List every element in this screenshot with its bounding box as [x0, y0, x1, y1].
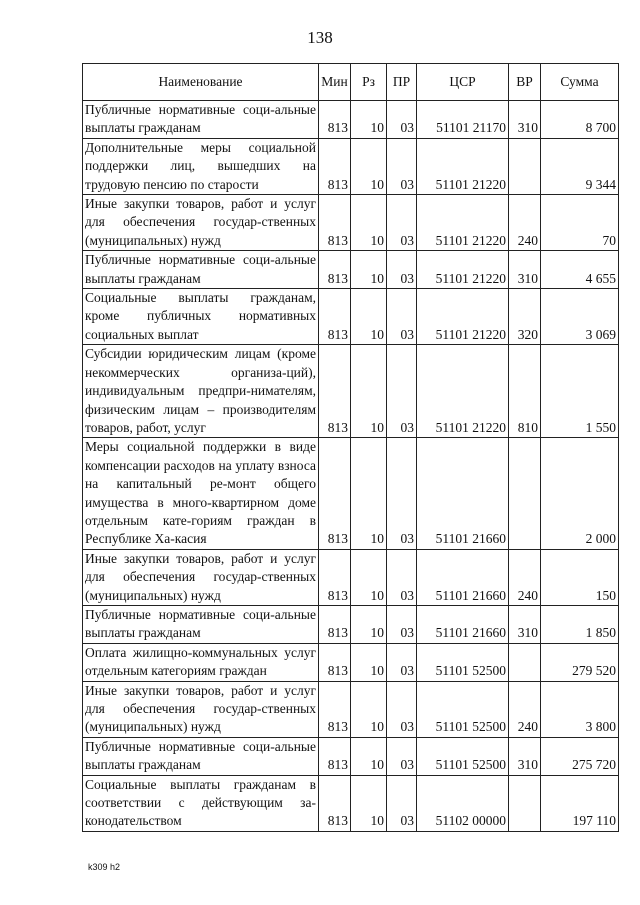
cell-csr: 51102 00000 — [417, 775, 509, 831]
cell-min: 813 — [319, 195, 351, 251]
cell-pr: 03 — [387, 775, 417, 831]
cell-name: Иные закупки товаров, работ и услуг для обеспечения государ-ственных (муниципальных) нужд — [83, 195, 319, 251]
header-csr: ЦСР — [417, 64, 509, 101]
cell-min: 813 — [319, 549, 351, 605]
cell-name: Иные закупки товаров, работ и услуг для обеспечения государ-ственных (муниципальных) нужд — [83, 549, 319, 605]
table-row — [83, 138, 619, 194]
cell-rz: 10 — [351, 643, 387, 681]
table-row — [83, 345, 619, 438]
cell-rz: 10 — [351, 549, 387, 605]
table-row — [83, 289, 619, 345]
table-row — [83, 549, 619, 605]
cell-csr: 51101 21220 — [417, 251, 509, 289]
cell-vr: 810 — [509, 345, 541, 438]
cell-min: 813 — [319, 345, 351, 438]
cell-csr: 51101 52500 — [417, 737, 509, 775]
cell-pr: 03 — [387, 438, 417, 549]
cell-name: Оплата жилищно-коммунальных услуг отдельным категориям граждан — [83, 643, 319, 681]
cell-pr: 03 — [387, 195, 417, 251]
cell-sum: 279 520 — [541, 643, 619, 681]
cell-pr: 03 — [387, 643, 417, 681]
header-sum: Сумма — [541, 64, 619, 101]
cell-sum: 9 344 — [541, 138, 619, 194]
cell-csr: 51101 52500 — [417, 681, 509, 737]
cell-name: Социальные выплаты гражданам в соответствии с действующим за-конодательством — [83, 775, 319, 831]
cell-min: 813 — [319, 138, 351, 194]
cell-min: 813 — [319, 681, 351, 737]
table-header-row — [83, 64, 619, 101]
cell-sum: 3 069 — [541, 289, 619, 345]
cell-vr: 240 — [509, 195, 541, 251]
table-row — [83, 438, 619, 549]
cell-sum: 197 110 — [541, 775, 619, 831]
cell-pr: 03 — [387, 549, 417, 605]
header-min: Мин — [319, 64, 351, 101]
cell-csr: 51101 21220 — [417, 289, 509, 345]
cell-rz: 10 — [351, 605, 387, 643]
table-row — [83, 195, 619, 251]
table-row — [83, 681, 619, 737]
cell-pr: 03 — [387, 737, 417, 775]
cell-sum: 1 550 — [541, 345, 619, 438]
cell-vr: 310 — [509, 605, 541, 643]
cell-name: Меры социальной поддержки в виде компенсации расходов на уплату взноса на капитальный ре-монт общего имущества в много-квартирном доме отдельным кате-гориям граждан в Республике Ха-касия — [83, 438, 319, 549]
header-pr: ПР — [387, 64, 417, 101]
header-rz: Рз — [351, 64, 387, 101]
cell-csr: 51101 21660 — [417, 549, 509, 605]
table-body — [83, 101, 619, 832]
cell-vr: 310 — [509, 251, 541, 289]
cell-min: 813 — [319, 289, 351, 345]
cell-rz: 10 — [351, 775, 387, 831]
cell-pr: 03 — [387, 101, 417, 139]
cell-csr: 51101 21220 — [417, 138, 509, 194]
page-number: 138 — [307, 28, 333, 47]
cell-pr: 03 — [387, 345, 417, 438]
cell-name: Дополнительные меры социальной поддержки лиц, вышедших на трудовую пенсию по старости — [83, 138, 319, 194]
table-row — [83, 775, 619, 831]
cell-sum: 275 720 — [541, 737, 619, 775]
table-row — [83, 101, 619, 139]
cell-rz: 10 — [351, 289, 387, 345]
cell-vr: 240 — [509, 681, 541, 737]
cell-sum: 1 850 — [541, 605, 619, 643]
cell-rz: 10 — [351, 195, 387, 251]
cell-name: Иные закупки товаров, работ и услуг для обеспечения государ-ственных (муниципальных) нужд — [83, 681, 319, 737]
cell-rz: 10 — [351, 438, 387, 549]
cell-name: Социальные выплаты гражданам, кроме публичных нормативных социальных выплат — [83, 289, 319, 345]
cell-pr: 03 — [387, 251, 417, 289]
cell-rz: 10 — [351, 251, 387, 289]
budget-table — [82, 63, 619, 832]
cell-min: 813 — [319, 737, 351, 775]
cell-vr — [509, 643, 541, 681]
cell-vr: 310 — [509, 737, 541, 775]
table-row — [83, 605, 619, 643]
cell-rz: 10 — [351, 737, 387, 775]
cell-csr: 51101 21170 — [417, 101, 509, 139]
cell-sum: 8 700 — [541, 101, 619, 139]
cell-name: Публичные нормативные соци-альные выплаты гражданам — [83, 101, 319, 139]
cell-pr: 03 — [387, 605, 417, 643]
cell-sum: 2 000 — [541, 438, 619, 549]
cell-rz: 10 — [351, 345, 387, 438]
cell-sum: 4 655 — [541, 251, 619, 289]
cell-pr: 03 — [387, 138, 417, 194]
cell-min: 813 — [319, 101, 351, 139]
cell-name: Субсидии юридическим лицам (кроме некоммерческих организа-ций), индивидуальным предпри-нимателям, физическим лицам – производителям товаров, работ, услуг — [83, 345, 319, 438]
cell-vr — [509, 775, 541, 831]
header-vr: ВР — [509, 64, 541, 101]
cell-csr: 51101 21220 — [417, 195, 509, 251]
cell-name: Публичные нормативные соци-альные выплаты гражданам — [83, 605, 319, 643]
footer-code: k309 h2 — [88, 862, 121, 872]
cell-csr: 51101 21660 — [417, 438, 509, 549]
cell-vr: 240 — [509, 549, 541, 605]
table-row — [83, 643, 619, 681]
cell-sum: 150 — [541, 549, 619, 605]
header-name: Наименование — [83, 64, 319, 101]
cell-vr — [509, 438, 541, 549]
table-row — [83, 251, 619, 289]
cell-min: 813 — [319, 438, 351, 549]
cell-name: Публичные нормативные соци-альные выплаты гражданам — [83, 251, 319, 289]
cell-min: 813 — [319, 775, 351, 831]
cell-csr: 51101 21660 — [417, 605, 509, 643]
cell-min: 813 — [319, 643, 351, 681]
cell-rz: 10 — [351, 101, 387, 139]
cell-min: 813 — [319, 605, 351, 643]
cell-pr: 03 — [387, 289, 417, 345]
cell-rz: 10 — [351, 138, 387, 194]
cell-name: Публичные нормативные соци-альные выплаты гражданам — [83, 737, 319, 775]
table-row — [83, 737, 619, 775]
cell-sum: 3 800 — [541, 681, 619, 737]
cell-rz: 10 — [351, 681, 387, 737]
cell-pr: 03 — [387, 681, 417, 737]
cell-vr: 310 — [509, 101, 541, 139]
cell-sum: 70 — [541, 195, 619, 251]
cell-vr: 320 — [509, 289, 541, 345]
cell-csr: 51101 52500 — [417, 643, 509, 681]
cell-vr — [509, 138, 541, 194]
cell-min: 813 — [319, 251, 351, 289]
cell-csr: 51101 21220 — [417, 345, 509, 438]
